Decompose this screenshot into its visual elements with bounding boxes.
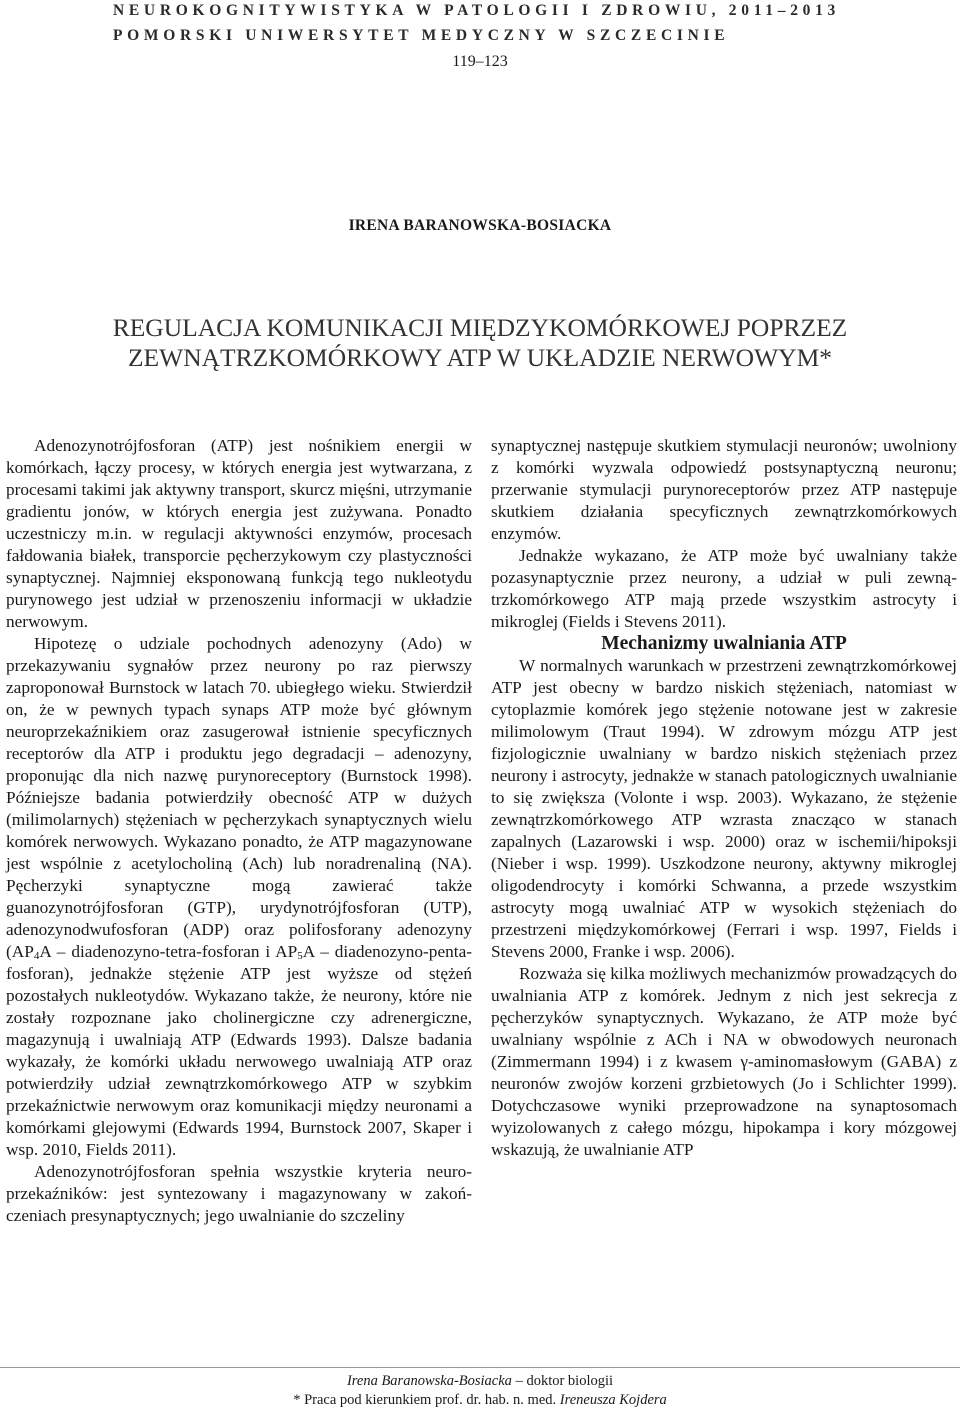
footer-divider — [0, 1367, 960, 1368]
paragraph-hypothesis-part2: A – diadenozyno-tetra-fosforan i AP — [39, 942, 298, 961]
paragraph-normal-conditions: W normalnych warunkach w przestrzeni zewnątrzkomórkowej ATP jest obecny w bardzo niskich stężeniach, natomiast w cytoplazmie komórek jego stężenie notowane jest w zakresie milimolowym (Traut 1994). W zdrowym mózgu ATP jest fizjologicznie uwalniany w bardzo niskich stężeniach przez neurony i astrocyty, jednakże w stanach patologicznych uwalnianie to się zwiększa (Volonte i wsp. 2003). Wykazano, że stężenie zewnątrzkomórkowego ATP wzrasta znacząco w stanach zapalnych (Lazarowski i wsp. 2000) oraz w ischemii/hipoksji (Nieber i wsp. 1999). Uszkodzone neurony, aktywny mikroglej oligodendrocyty i komórki Schwanna, a przede wszystkim astrocyty mogą uwalniać ATP w wysokich stężeniach do przestrzeni międzykomórkowej (Ferrari i wsp. 1997, Fields i Stevens 2000, Franke i wsp. 2006). — [491, 656, 957, 961]
paragraph-criteria: Adenozynotrójfosforan spełnia wszystkie kryteria neuroprzekaźników: jest syntezowany i magazynowany w zakończeniach presynaptycznych; jego uwalnianie do szczeliny — [6, 1162, 472, 1225]
left-column — [6, 435, 472, 1227]
paragraph-intro: Adenozynotrójfosforan (ATP) jest nośnikiem energii w komórkach, łączy procesy, w których energia jest wytwarzana, z procesami takimi jak aktywny transport, skurcz mięśni, utrzymanie gradientu jonów, w których energia jest zużywana. Ponadto uczestniczy m.in. w regulacji aktywności enzymów, procesach fałdowania białek, transporcie pęcherzykowym czy plastyczności synaptycznej. Najmniej eksponowaną funkcją tego nukleotydu purynowego jest udział w przenoszeniu informacji w układzie nerwowym. — [6, 436, 472, 631]
paragraph-mechanisms: Rozważa się kilka możliwych mechanizmów prowadzących do uwalniania ATP z komórek. Jednym z nich jest sekrecja z pęcherzyków synaptycznych. Wykazano, że ATP może być uwalniany wspólnie z ACh i NA w obwodowych neuronach (Zimmermann 1994) i z kwasem γ-aminomasłowym (GABA) z neuronów zwojów korzeni grzbietowych (Jo i Schlichter 1999). Dotychczasowe wyniki przeprowadzone na synaptosomach wyizolowanych z całego mózgu, hipokampa i kory mózgowej wskazują, że uwalnianie ATP — [491, 964, 957, 1159]
article-title-line2: ZEWNĄTRZKOMÓRKOWY ATP W UKŁADZIE NERWOWYM* — [127, 343, 832, 372]
footnote-note-prefix: * Praca pod kierunkiem prof. dr. hab. n. med. — [293, 1392, 560, 1408]
article-title-line1: REGULACJA KOMUNIKACJI MIĘDZYKOMÓRKOWEJ POPRZEZ — [112, 313, 848, 342]
footnote-author-role: – doktor biologii — [511, 1373, 614, 1389]
journal-title-line2: POMORSKI UNIWERSYTET MEDYCZNY W SZCZECINIE — [113, 27, 730, 44]
footnote-author — [0, 1373, 960, 1390]
paragraph-hypothesis-part1: Hipotezę o udziale pochodnych adenozyny (Ado) w przekazywaniu sygnałów przez neurony po raz pierwszy zaproponował Burnstock w latach 70. ubiegłego wieku. Stwierdził on, że w pewnych typach synaps ATP może być głównym neuroprzekaźnikiem oraz zasugerował istnienie specyficznych receptorów dla ATP i produktu jego degradacji – adenozyny, proponując dla nich nazwę purynoreceptory (Burnstock 1998). Późniejsze badania potwierdziły obecność ATP w dużych (milimolarnych) stężeniach w pęcherzykach synaptycznych wielu komórek nerwowych. Wykazano ponadto, że ATP magazynowane jest wspólnie z acetylocholiną (Ach) lub noradrenaliną (NA). Pęcherzyki synaptyczne mogą zawierać także guanozynotrójfosforan (GTP), urydynotrójfosforan (UTP), adenozynodwufosforan (ADP) oraz polifosforany adenozyny (AP — [6, 634, 472, 961]
paragraph-extrasynaptic: Jednakże wykazano, że ATP może być uwalniany także pozasynaptycznie przez neurony, a udział w puli zewnątrzkomórkowego ATP mają przede wszystkim astrocyty i mikroglej (Fields i Stevens 2011). — [491, 546, 957, 631]
section-heading: Mechanizmy uwalniania ATP — [601, 633, 847, 654]
paragraph-hypothesis — [6, 633, 472, 1161]
footnote-supervisor — [0, 1392, 960, 1409]
footnote-supervisor-name: Ireneusza Kojdera — [559, 1392, 667, 1408]
journal-title-line1: NEUROKOGNITYWISTYKA W PATOLOGII I ZDROWIU, 2011–2013 — [113, 2, 840, 19]
article-author: IRENA BARANOWSKA-BOSIACKA — [348, 217, 612, 234]
footnote-author-name: Irena Baranowska-Bosiacka — [346, 1373, 512, 1389]
right-column — [491, 435, 957, 1161]
subscript-4: 4 — [33, 950, 40, 962]
subscript-5: 5 — [297, 950, 303, 962]
article-title — [0, 313, 960, 373]
paragraph-hypothesis-part3: A – diadenozyno-penta-fosforan), jednakże stężenie ATP jest wyższe od stężeń pozostałych nukleotydów. Wykazano także, że neurony, które nie zostały rozpoznane jako cholinergiczne czy adrenergiczne, magazynują i uwalniają ATP (Edwards 1993). Dalsze badania wykazały, że komórki układu nerwowego uwalniają ATP oraz potwierdziły udział zewnątrzkomórkowego ATP w szybkim przekaźnictwie nerwowym oraz komunikacji między neuronami a komórkami glejowymi (Edwards 1994, Burnstock 2007, Skaper i wsp. 2010, Fields 2011). — [6, 942, 472, 1159]
paragraph-continuation: synaptycznej następuje skutkiem stymulacji neuronów; uwolniony z komórki wyzwala odpowiedź postsynaptyczną neuronu; przerwanie stymulacji purynoreceptorów przez ATP następuje skutkiem działania specyficznych zewnątrzkomórkowych enzymów. — [491, 436, 957, 543]
page-range: 119–123 — [452, 53, 508, 70]
